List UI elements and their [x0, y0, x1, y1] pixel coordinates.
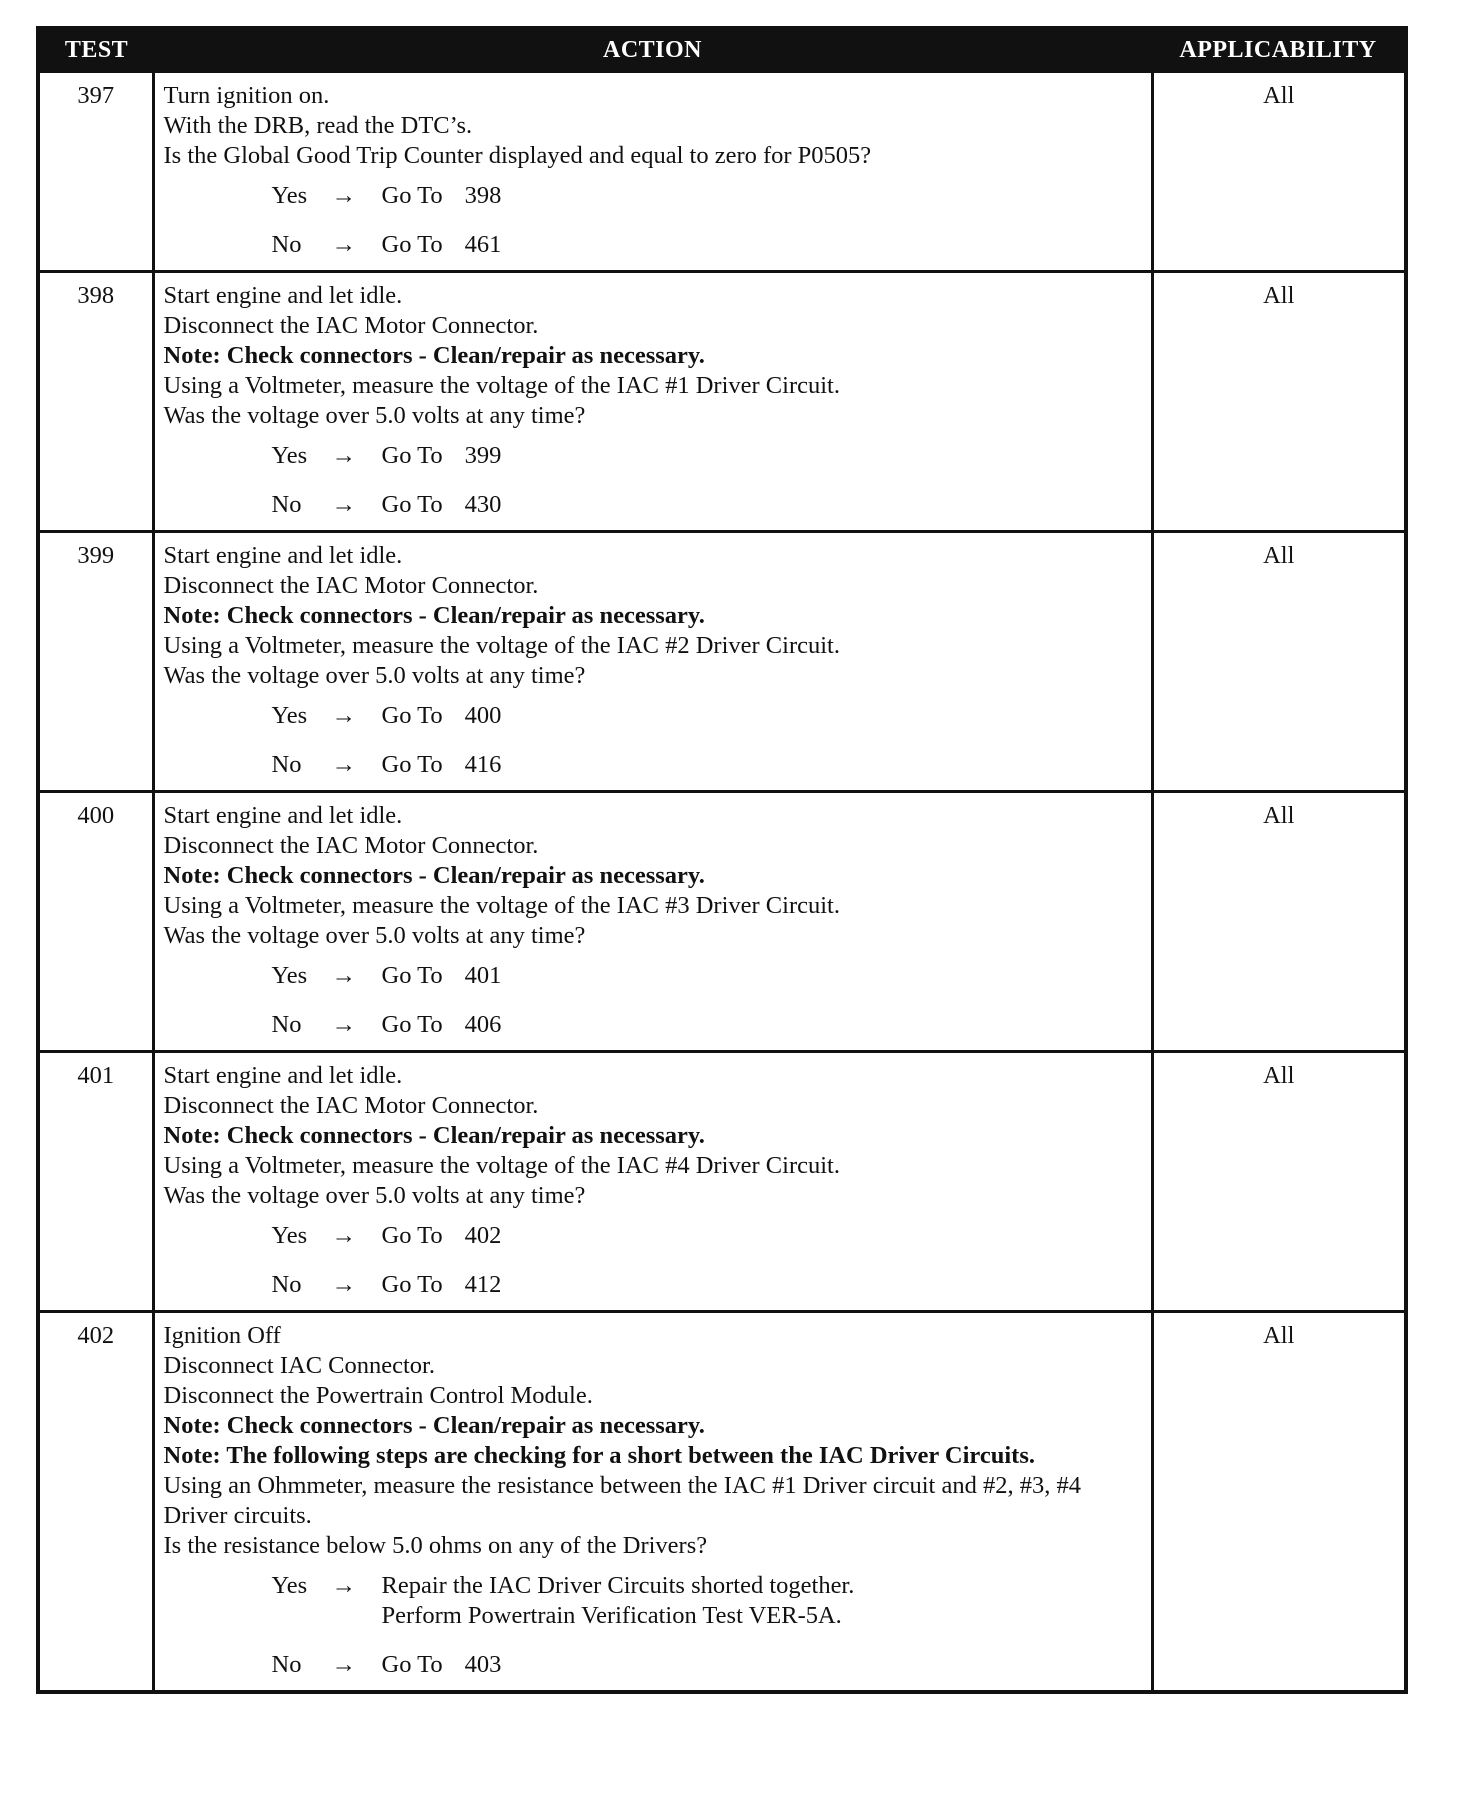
- outcome-answer: Yes: [271, 962, 308, 989]
- repair-instruction: Repair the IAC Driver Circuits shorted together. Perform Powertrain Verification Test VER-5A.: [381, 1572, 855, 1629]
- action-step: Using an Ohmmeter, measure the resistance between the IAC #1 Driver circuit and #2, #3, #4 Driver circuits.: [163, 1472, 1081, 1529]
- outcomes: [164, 181, 1143, 260]
- outcome-destination: [382, 1221, 502, 1251]
- goto-label: Go To: [381, 1011, 443, 1038]
- outcome-answer: Yes: [271, 1222, 308, 1249]
- table-row: [40, 532, 1404, 792]
- action-cell: [153, 532, 1152, 792]
- arrow-right-icon: →: [331, 442, 356, 469]
- action-step: Disconnect the IAC Motor Connector.: [163, 312, 539, 339]
- table-row: [40, 792, 1404, 1052]
- outcome-destination: [382, 1650, 502, 1680]
- action-step: Is the resistance below 5.0 ohms on any of the Drivers?: [163, 1532, 708, 1559]
- applicability-value: All: [1152, 1312, 1404, 1691]
- goto-target-test: 403: [464, 1651, 502, 1678]
- goto-label: Go To: [381, 1271, 443, 1298]
- goto-label: Go To: [381, 231, 443, 258]
- goto-label: Go To: [381, 442, 443, 469]
- arrow-right-icon: →: [331, 1011, 356, 1038]
- action-note: Note: Check connectors - Clean/repair as necessary.: [163, 862, 705, 889]
- outcome-destination: [382, 1010, 502, 1040]
- action-step: Ignition Off: [163, 1322, 281, 1349]
- outcome-destination: [382, 1270, 502, 1300]
- outcome-answer: No: [271, 491, 302, 518]
- outcomes: [164, 1571, 1143, 1680]
- goto-label: Go To: [381, 491, 443, 518]
- action-step: Disconnect the IAC Motor Connector.: [163, 832, 539, 859]
- test-number: 398: [40, 272, 153, 532]
- action-cell: [153, 72, 1152, 272]
- arrow-right-icon: →: [331, 751, 356, 778]
- action-step: Was the voltage over 5.0 volts at any time?: [163, 402, 586, 429]
- table-body: [40, 72, 1404, 1691]
- goto-target-test: 461: [464, 231, 502, 258]
- outcome-no: [272, 490, 1143, 520]
- action-step: Was the voltage over 5.0 volts at any time?: [163, 1182, 586, 1209]
- action-step: Was the voltage over 5.0 volts at any time?: [163, 662, 586, 689]
- arrow-right-icon: →: [331, 1271, 356, 1298]
- arrow-right-icon: →: [331, 1572, 356, 1599]
- test-number: 397: [40, 72, 153, 272]
- arrow-right-icon: →: [331, 962, 356, 989]
- action-step: Start engine and let idle.: [163, 282, 403, 309]
- outcome-destination: [382, 961, 502, 991]
- outcome-answer: Yes: [271, 442, 308, 469]
- header-test: TEST: [40, 30, 153, 72]
- test-number: 401: [40, 1052, 153, 1312]
- goto-target-test: 399: [464, 442, 502, 469]
- outcome-answer: Yes: [271, 1572, 308, 1599]
- diagnostic-table-frame: [36, 26, 1408, 1694]
- action-step: Is the Global Good Trip Counter displayed and equal to zero for P0505?: [163, 142, 872, 169]
- goto-label: Go To: [381, 182, 443, 209]
- action-step: Was the voltage over 5.0 volts at any time?: [163, 922, 586, 949]
- goto-target-test: 416: [464, 751, 502, 778]
- outcome-answer: No: [271, 1011, 302, 1038]
- goto-label: Go To: [381, 702, 443, 729]
- outcome-yes: [272, 1221, 1143, 1251]
- goto-target-test: 430: [464, 491, 502, 518]
- goto-target-test: 406: [464, 1011, 502, 1038]
- outcome-answer: No: [271, 1651, 302, 1678]
- header-action: ACTION: [153, 30, 1152, 72]
- header-applicability: APPLICABILITY: [1152, 30, 1404, 72]
- goto-target-test: 401: [464, 962, 502, 989]
- goto-target-test: 412: [464, 1271, 502, 1298]
- action-step: Start engine and let idle.: [163, 802, 403, 829]
- goto-label: Go To: [381, 962, 443, 989]
- action-step: Using a Voltmeter, measure the voltage of the IAC #3 Driver Circuit.: [163, 892, 840, 919]
- outcome-answer: Yes: [271, 182, 308, 209]
- outcomes: [164, 701, 1143, 780]
- action-note: Note: Check connectors - Clean/repair as necessary.: [163, 342, 705, 369]
- action-step: Start engine and let idle.: [163, 542, 403, 569]
- outcome-no: [272, 230, 1143, 260]
- outcomes: [164, 441, 1143, 520]
- test-number: 399: [40, 532, 153, 792]
- outcome-destination: [382, 230, 502, 260]
- applicability-value: All: [1152, 532, 1404, 792]
- applicability-value: All: [1152, 272, 1404, 532]
- outcome-destination: [382, 181, 502, 211]
- action-cell: [153, 792, 1152, 1052]
- applicability-value: All: [1152, 792, 1404, 1052]
- action-note: Note: Check connectors - Clean/repair as necessary.: [163, 602, 705, 629]
- action-cell: [153, 1052, 1152, 1312]
- outcome-destination: [382, 490, 502, 520]
- action-step: Disconnect the IAC Motor Connector.: [163, 1092, 539, 1119]
- applicability-value: All: [1152, 1052, 1404, 1312]
- arrow-right-icon: →: [331, 182, 356, 209]
- action-cell: [153, 272, 1152, 532]
- action-step: With the DRB, read the DTC’s.: [163, 112, 473, 139]
- action-step: Turn ignition on.: [163, 82, 330, 109]
- outcomes: [164, 961, 1143, 1040]
- goto-label: Go To: [381, 1651, 443, 1678]
- table-row: [40, 1312, 1404, 1691]
- outcome-yes: [272, 1571, 1143, 1631]
- table-header-row: [40, 30, 1404, 72]
- table-row: [40, 272, 1404, 532]
- arrow-right-icon: →: [331, 1222, 356, 1249]
- action-step: Disconnect the IAC Motor Connector.: [163, 572, 539, 599]
- outcomes: [164, 1221, 1143, 1300]
- diagnostic-table: [40, 30, 1404, 1690]
- table-row: [40, 72, 1404, 272]
- outcome-yes: [272, 181, 1143, 211]
- outcome-yes: [272, 701, 1143, 731]
- outcome-no: [272, 1010, 1143, 1040]
- goto-label: Go To: [381, 751, 443, 778]
- action-note: Note: The following steps are checking for a short between the IAC Driver Circuits.: [163, 1442, 1035, 1469]
- goto-target-test: 398: [464, 182, 502, 209]
- table-row: [40, 1052, 1404, 1312]
- outcome-answer: No: [271, 231, 302, 258]
- goto-target-test: 400: [464, 702, 502, 729]
- action-step: Using a Voltmeter, measure the voltage of the IAC #4 Driver Circuit.: [163, 1152, 840, 1179]
- goto-target-test: 402: [464, 1222, 502, 1249]
- test-number: 400: [40, 792, 153, 1052]
- outcome-no: [272, 1270, 1143, 1300]
- action-step: Disconnect IAC Connector.: [163, 1352, 435, 1379]
- action-step: Using a Voltmeter, measure the voltage of the IAC #1 Driver Circuit.: [163, 372, 840, 399]
- outcome-no: [272, 750, 1143, 780]
- outcome-answer: Yes: [271, 702, 308, 729]
- outcome-answer: No: [271, 1271, 302, 1298]
- outcome-destination: [382, 701, 502, 731]
- action-step: Disconnect the Powertrain Control Module.: [163, 1382, 593, 1409]
- test-number: 402: [40, 1312, 153, 1691]
- outcome-destination: [382, 750, 502, 780]
- outcome-yes: [272, 441, 1143, 471]
- action-note: Note: Check connectors - Clean/repair as necessary.: [163, 1122, 705, 1149]
- arrow-right-icon: →: [331, 491, 356, 518]
- outcome-answer: No: [271, 751, 302, 778]
- outcome-no: [272, 1650, 1143, 1680]
- arrow-right-icon: →: [331, 1651, 356, 1678]
- outcome-destination: [382, 1571, 855, 1631]
- applicability-value: All: [1152, 72, 1404, 272]
- action-step: Start engine and let idle.: [163, 1062, 403, 1089]
- action-step: Using a Voltmeter, measure the voltage of the IAC #2 Driver Circuit.: [163, 632, 840, 659]
- outcome-yes: [272, 961, 1143, 991]
- outcome-destination: [382, 441, 502, 471]
- action-cell: [153, 1312, 1152, 1691]
- arrow-right-icon: →: [331, 702, 356, 729]
- action-note: Note: Check connectors - Clean/repair as necessary.: [163, 1412, 705, 1439]
- goto-label: Go To: [381, 1222, 443, 1249]
- arrow-right-icon: →: [331, 231, 356, 258]
